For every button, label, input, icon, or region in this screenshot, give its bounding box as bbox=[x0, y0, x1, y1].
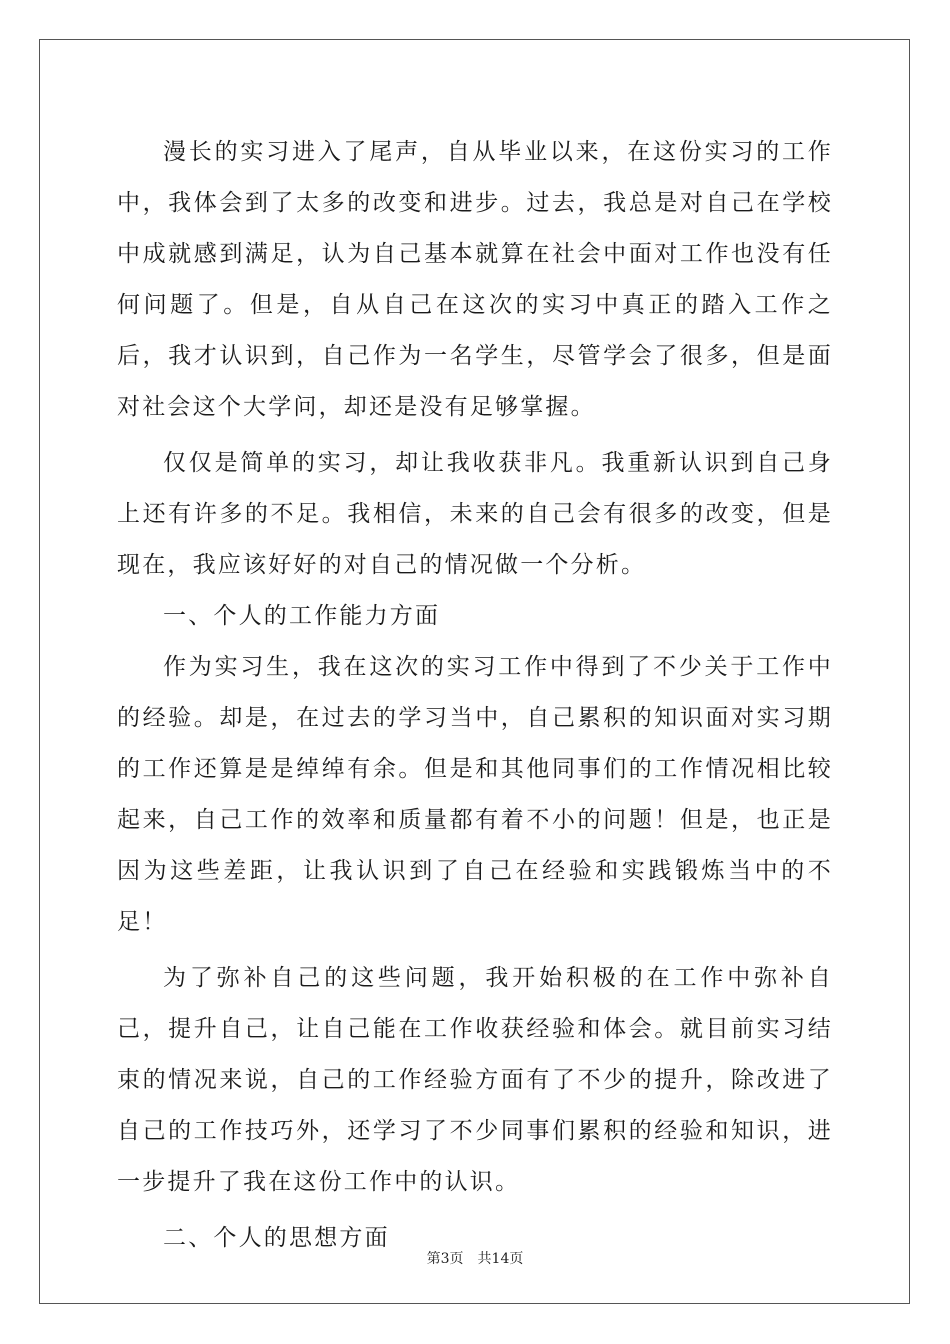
paragraph-3: 作为实习生，我在这次的实习工作中得到了不少关于工作中的经验。却是，在过去的学习当中，自己累积的知识面对实习期的工作还算是是绰绰有余。但是和其他同事们的工作情况相比较起来，自己工作的效率和质量都有着不小的问题！但是，也正是因为这些差距，让我认识到了自己在经验和实践锻炼当中的不足！ bbox=[117, 654, 833, 935]
page-number: 第3页 bbox=[426, 1251, 464, 1267]
section-heading-1: 一、个人的工作能力方面 bbox=[163, 603, 441, 629]
page-total: 共14页 bbox=[477, 1251, 524, 1267]
document-body bbox=[117, 127, 833, 1264]
paragraph-1: 漫长的实习进入了尾声，自从毕业以来，在这份实习的工作中，我体会到了太多的改变和进步。过去，我总是对自己在学校中成就感到满足，认为自己基本就算在社会中面对工作也没有任何问题了。但是，自从自己在这次的实习中真正的踏入工作之后，我才认识到，自己作为一名学生，尽管学会了很多，但是面对社会这个大学问，却还是没有足够掌握。 bbox=[117, 139, 833, 420]
page-footer bbox=[0, 1248, 950, 1268]
paragraph-2: 仅仅是简单的实习，却让我收获非凡。我重新认识到自己身上还有许多的不足。我相信，未来的自己会有很多的改变，但是现在，我应该好好的对自己的情况做一个分析。 bbox=[117, 450, 833, 578]
section-heading-2: 二、个人的思想方面 bbox=[163, 1225, 390, 1251]
paragraph-4: 为了弥补自己的这些问题，我开始积极的在工作中弥补自己，提升自己，让自己能在工作收获经验和体会。就目前实习结束的情况来说，自己的工作经验方面有了不少的提升，除改进了自己的工作技巧外，还学习了不少同事们累积的经验和知识，进一步提升了我在这份工作中的认识。 bbox=[117, 965, 833, 1195]
